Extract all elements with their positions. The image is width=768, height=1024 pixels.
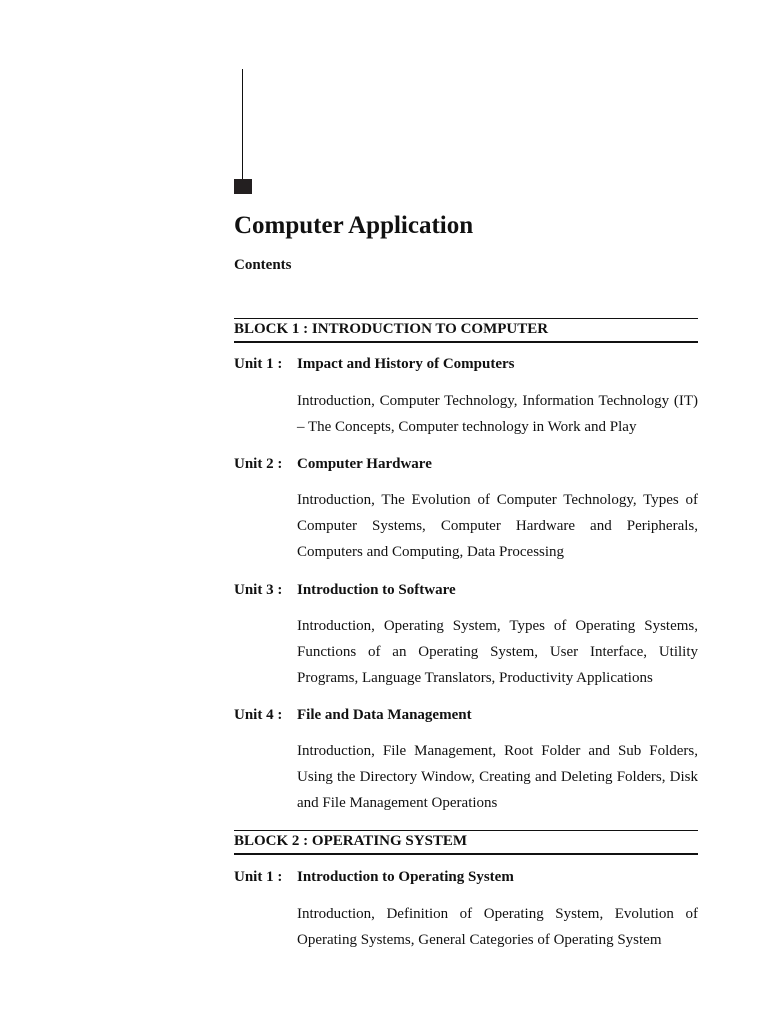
block-heading: BLOCK 1 : INTRODUCTION TO COMPUTER: [234, 318, 698, 343]
unit-number: Unit 4 :: [234, 707, 283, 723]
unit-title: File and Data Management: [297, 707, 472, 723]
unit-number: Unit 3 :: [234, 582, 283, 598]
unit-description: Introduction, Computer Technology, Information Technology (IT) – The Concepts, Computer technology in Work and Play: [297, 393, 698, 435]
unit-heading: [234, 582, 698, 599]
unit-heading: [234, 456, 698, 473]
unit-title: Impact and History of Computers: [297, 356, 515, 372]
unit-number: Unit 1 :: [234, 356, 283, 372]
unit-description: Introduction, The Evolution of Computer Technology, Types of Computer Systems, Computer Hardware and Peripherals, Computers and Computing, Data Processing: [297, 492, 698, 560]
block-heading: BLOCK 2 : OPERATING SYSTEM: [234, 830, 698, 855]
unit-heading: [234, 356, 698, 373]
decorative-vertical-rule: [242, 69, 243, 180]
page-title: Computer Application: [234, 212, 474, 239]
unit-number: Unit 2 :: [234, 456, 283, 472]
contents-label: Contents: [234, 257, 292, 273]
unit-title: Introduction to Operating System: [297, 869, 514, 885]
unit-number: Unit 1 :: [234, 869, 283, 885]
decorative-square-marker: [234, 179, 252, 194]
unit-description: Introduction, Definition of Operating System, Evolution of Operating Systems, General Categories of Operating System: [297, 906, 698, 948]
unit-heading: [234, 707, 698, 724]
unit-title: Introduction to Software: [297, 582, 456, 598]
unit-description: Introduction, File Management, Root Folder and Sub Folders, Using the Directory Window, Creating and Deleting Folders, Disk and File Management Operations: [297, 743, 698, 811]
unit-title: Computer Hardware: [297, 456, 432, 472]
unit-heading: [234, 869, 698, 886]
unit-description: Introduction, Operating System, Types of Operating Systems, Functions of an Operating System, User Interface, Utility Programs, Language Translators, Productivity Applications: [297, 618, 698, 686]
